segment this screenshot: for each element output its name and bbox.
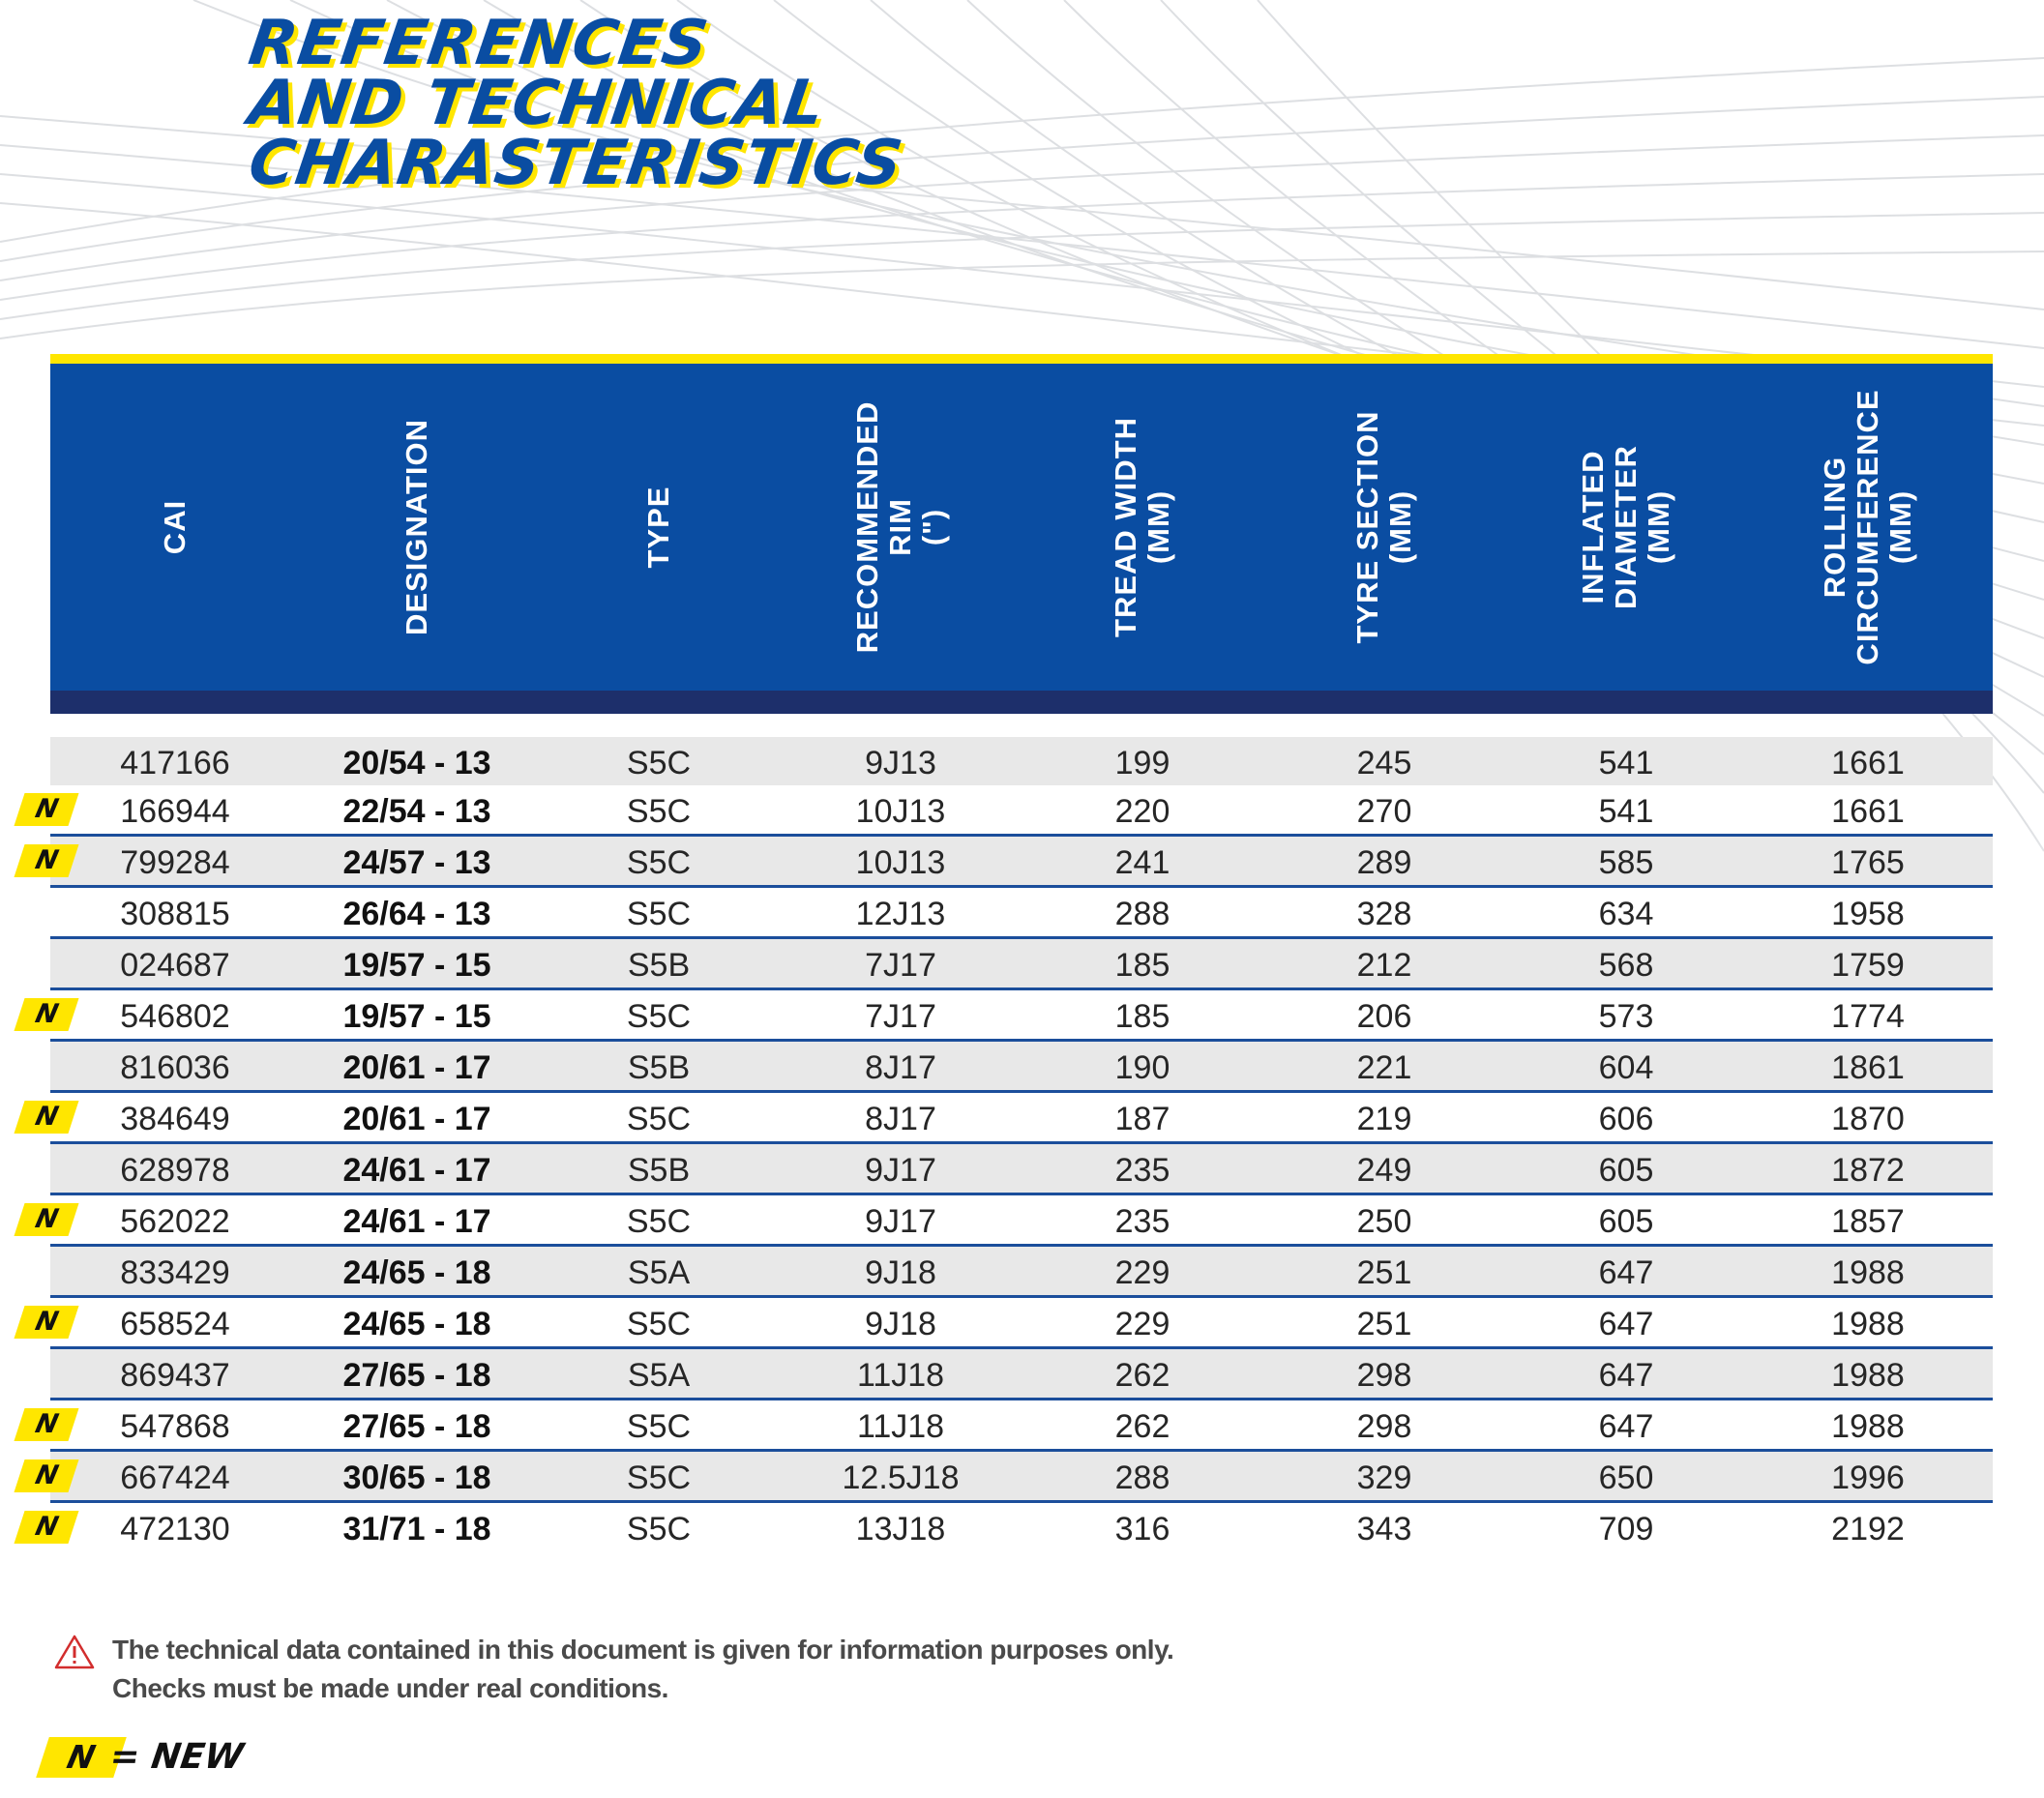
table-body	[32, 737, 1993, 1551]
cell-cai: 417166	[120, 745, 230, 781]
cell-rolling-circumference: 1765	[1831, 844, 1905, 881]
cell-tread-width: 241	[1114, 844, 1170, 881]
table-row	[32, 1503, 1993, 1551]
new-badge-icon: N	[14, 1203, 78, 1236]
warning-icon	[54, 1635, 95, 1669]
cell-designation: 26/64 - 13	[342, 896, 491, 932]
cell-recommended-rim: 11J18	[856, 1357, 945, 1394]
table-row	[32, 1400, 1993, 1452]
cell-type: S5C	[626, 844, 692, 881]
cell-tyre-section: 251	[1356, 1254, 1412, 1291]
cell-tyre-section: 298	[1356, 1357, 1412, 1394]
cell-designation: 24/65 - 18	[342, 1306, 491, 1342]
new-badge-icon: N	[14, 844, 78, 877]
column-header-designation: DESIGNATION	[400, 419, 433, 635]
cell-tread-width: 220	[1114, 793, 1170, 830]
cell-designation: 24/61 - 17	[342, 1203, 491, 1240]
title-line-2: AND TECHNICAL	[244, 68, 830, 139]
column-header-type: TYPE	[641, 486, 675, 569]
cell-rolling-circumference: 1988	[1831, 1357, 1905, 1394]
table-row	[32, 1298, 1993, 1349]
cell-designation: 19/57 - 15	[342, 947, 491, 984]
cell-designation: 24/57 - 13	[342, 844, 491, 881]
cell-tread-width: 190	[1114, 1049, 1170, 1086]
new-badge-icon: N	[14, 793, 78, 826]
cell-cai: 833429	[120, 1254, 230, 1291]
cell-type: S5C	[626, 1408, 692, 1445]
cell-type: S5C	[626, 1101, 692, 1137]
cell-inflated-diameter: 647	[1598, 1254, 1654, 1291]
table-row	[32, 990, 1993, 1042]
cell-tyre-section: 270	[1356, 793, 1412, 830]
cell-recommended-rim: 9J17	[865, 1203, 936, 1240]
cell-rolling-circumference: 1759	[1831, 947, 1905, 984]
cell-cai: 869437	[120, 1357, 230, 1394]
cell-rolling-circumference: 1774	[1831, 998, 1905, 1035]
column-header-recommended-rim: RECOMMENDED RIM (")	[850, 400, 950, 654]
cell-rolling-circumference: 1958	[1831, 896, 1905, 932]
cell-cai: 799284	[120, 844, 230, 881]
column-header-rolling-circumference: ROLLING CIRCUMFERENCE (MM)	[1818, 389, 1917, 665]
cell-tread-width: 235	[1114, 1152, 1170, 1189]
cell-designation: 30/65 - 18	[342, 1459, 491, 1496]
cell-type: S5C	[626, 1306, 692, 1342]
cell-tyre-section: 328	[1356, 896, 1412, 932]
table-row	[50, 1144, 1993, 1195]
cell-recommended-rim: 8J17	[865, 1101, 936, 1137]
cell-recommended-rim: 10J13	[855, 793, 946, 830]
cell-recommended-rim: 9J18	[865, 1306, 936, 1342]
cell-designation: 20/61 - 17	[342, 1049, 491, 1086]
new-badge-icon: N	[14, 1459, 78, 1492]
column-header-inflated-diameter: INFLATED DIAMETER (MM)	[1576, 445, 1675, 609]
cell-tyre-section: 221	[1356, 1049, 1412, 1086]
cell-tread-width: 185	[1114, 998, 1170, 1035]
cell-recommended-rim: 9J17	[865, 1152, 936, 1189]
cell-type: S5C	[626, 793, 692, 830]
cell-recommended-rim: 13J18	[855, 1511, 946, 1547]
cell-rolling-circumference: 1988	[1831, 1254, 1905, 1291]
cell-inflated-diameter: 634	[1598, 896, 1654, 932]
table-row	[50, 1349, 1993, 1400]
cell-rolling-circumference: 1661	[1831, 745, 1905, 781]
cell-inflated-diameter: 573	[1598, 998, 1654, 1035]
cell-cai: 562022	[120, 1203, 230, 1240]
table-row	[50, 1042, 1993, 1093]
page-title	[244, 8, 907, 199]
cell-inflated-diameter: 647	[1598, 1357, 1654, 1394]
cell-cai: 547868	[120, 1408, 230, 1445]
cell-designation: 27/65 - 18	[342, 1357, 491, 1394]
cell-recommended-rim: 9J18	[865, 1254, 936, 1291]
cell-rolling-circumference: 1988	[1831, 1408, 1905, 1445]
cell-recommended-rim: 12J13	[855, 896, 946, 932]
cell-tyre-section: 343	[1356, 1511, 1412, 1547]
column-header-cai: CAI	[158, 499, 192, 555]
disclaimer-line-2: Checks must be made under real conditions.	[112, 1673, 668, 1703]
table-row	[50, 737, 1993, 785]
header-top-rule	[50, 354, 1993, 364]
new-badge-icon: N	[14, 1306, 78, 1339]
cell-inflated-diameter: 650	[1598, 1459, 1654, 1496]
cell-inflated-diameter: 541	[1598, 745, 1654, 781]
cell-cai: 472130	[120, 1511, 230, 1547]
column-header-tyre-section: TYRE SECTION (MM)	[1350, 410, 1417, 644]
cell-tyre-section: 289	[1356, 844, 1412, 881]
cell-tyre-section: 245	[1356, 745, 1412, 781]
cell-tread-width: 262	[1114, 1408, 1170, 1445]
cell-rolling-circumference: 1872	[1831, 1152, 1905, 1189]
cell-type: S5A	[627, 1254, 691, 1291]
column-header-tread-width: TREAD WIDTH (MM)	[1109, 417, 1175, 637]
cell-tyre-section: 251	[1356, 1306, 1412, 1342]
new-badge-icon: N	[36, 1737, 127, 1778]
cell-type: S5C	[626, 896, 692, 932]
cell-designation: 27/65 - 18	[342, 1408, 491, 1445]
cell-recommended-rim: 9J13	[865, 745, 936, 781]
cell-tread-width: 235	[1114, 1203, 1170, 1240]
cell-recommended-rim: 12.5J18	[842, 1459, 960, 1496]
cell-inflated-diameter: 585	[1598, 844, 1654, 881]
cell-tread-width: 288	[1114, 1459, 1170, 1496]
cell-tread-width: 316	[1114, 1511, 1170, 1547]
cell-designation: 24/61 - 17	[342, 1152, 491, 1189]
cell-type: S5C	[626, 998, 692, 1035]
title-line-3: CHARASTERISTICS	[244, 128, 907, 199]
cell-tyre-section: 219	[1356, 1101, 1412, 1137]
legend-text: = NEW	[107, 1737, 247, 1777]
cell-tread-width: 288	[1114, 896, 1170, 932]
cell-recommended-rim: 7J17	[865, 998, 936, 1035]
cell-designation: 20/54 - 13	[342, 745, 491, 781]
cell-type: S5B	[627, 1049, 691, 1086]
cell-tread-width: 262	[1114, 1357, 1170, 1394]
cell-tread-width: 185	[1114, 947, 1170, 984]
cell-rolling-circumference: 1661	[1831, 793, 1905, 830]
cell-designation: 20/61 - 17	[342, 1101, 491, 1137]
cell-designation: 19/57 - 15	[342, 998, 491, 1035]
disclaimer-line-1: The technical data contained in this document is given for information purposes only.	[112, 1635, 1174, 1665]
cell-rolling-circumference: 1988	[1831, 1306, 1905, 1342]
table-row	[50, 888, 1993, 939]
cell-recommended-rim: 8J17	[865, 1049, 936, 1086]
cell-tread-width: 199	[1114, 745, 1170, 781]
cell-type: S5C	[626, 1511, 692, 1547]
cell-inflated-diameter: 604	[1598, 1049, 1654, 1086]
cell-inflated-diameter: 568	[1598, 947, 1654, 984]
cell-inflated-diameter: 541	[1598, 793, 1654, 830]
new-badge-icon: N	[14, 1101, 78, 1134]
cell-type: S5C	[626, 745, 692, 781]
table-row	[32, 1452, 1993, 1503]
cell-rolling-circumference: 1996	[1831, 1459, 1905, 1496]
cell-cai: 024687	[120, 947, 230, 984]
cell-rolling-circumference: 1861	[1831, 1049, 1905, 1086]
cell-designation: 22/54 - 13	[342, 793, 491, 830]
cell-tread-width: 187	[1114, 1101, 1170, 1137]
cell-type: S5C	[626, 1459, 692, 1496]
cell-cai: 546802	[120, 998, 230, 1035]
new-badge-icon: N	[14, 1511, 78, 1544]
cell-cai: 667424	[120, 1459, 230, 1496]
cell-recommended-rim: 10J13	[855, 844, 946, 881]
table-row	[32, 837, 1993, 888]
cell-tyre-section: 329	[1356, 1459, 1412, 1496]
table-row	[50, 939, 1993, 990]
cell-type: S5A	[627, 1357, 691, 1394]
cell-cai: 308815	[120, 896, 230, 932]
cell-cai: 384649	[120, 1101, 230, 1137]
disclaimer	[112, 1631, 1173, 1708]
cell-tyre-section: 206	[1356, 998, 1412, 1035]
cell-type: S5C	[626, 1203, 692, 1240]
cell-inflated-diameter: 709	[1598, 1511, 1654, 1547]
new-badge-icon: N	[14, 1408, 78, 1441]
cell-tread-width: 229	[1114, 1254, 1170, 1291]
cell-tyre-section: 298	[1356, 1408, 1412, 1445]
cell-tyre-section: 250	[1356, 1203, 1412, 1240]
cell-cai: 628978	[120, 1152, 230, 1189]
header-bottom-strip	[50, 691, 1993, 714]
table-row	[32, 1195, 1993, 1247]
cell-inflated-diameter: 647	[1598, 1408, 1654, 1445]
cell-rolling-circumference: 1857	[1831, 1203, 1905, 1240]
new-badge-icon: N	[14, 998, 78, 1031]
cell-tyre-section: 249	[1356, 1152, 1412, 1189]
cell-inflated-diameter: 606	[1598, 1101, 1654, 1137]
cell-tread-width: 229	[1114, 1306, 1170, 1342]
table-row	[50, 1247, 1993, 1298]
cell-tyre-section: 212	[1356, 947, 1412, 984]
cell-rolling-circumference: 1870	[1831, 1101, 1905, 1137]
cell-cai: 816036	[120, 1049, 230, 1086]
cell-rolling-circumference: 2192	[1831, 1511, 1905, 1547]
cell-designation: 31/71 - 18	[342, 1511, 491, 1547]
table-row	[32, 1093, 1993, 1144]
cell-type: S5B	[627, 1152, 691, 1189]
title-line-1: REFERENCES	[244, 8, 713, 79]
cell-recommended-rim: 7J17	[865, 947, 936, 984]
cell-inflated-diameter: 605	[1598, 1152, 1654, 1189]
cell-type: S5B	[627, 947, 691, 984]
cell-cai: 166944	[120, 793, 230, 830]
cell-inflated-diameter: 647	[1598, 1306, 1654, 1342]
cell-designation: 24/65 - 18	[342, 1254, 491, 1291]
cell-recommended-rim: 11J18	[856, 1408, 945, 1445]
cell-cai: 658524	[120, 1306, 230, 1342]
table-row	[32, 785, 1993, 837]
cell-inflated-diameter: 605	[1598, 1203, 1654, 1240]
